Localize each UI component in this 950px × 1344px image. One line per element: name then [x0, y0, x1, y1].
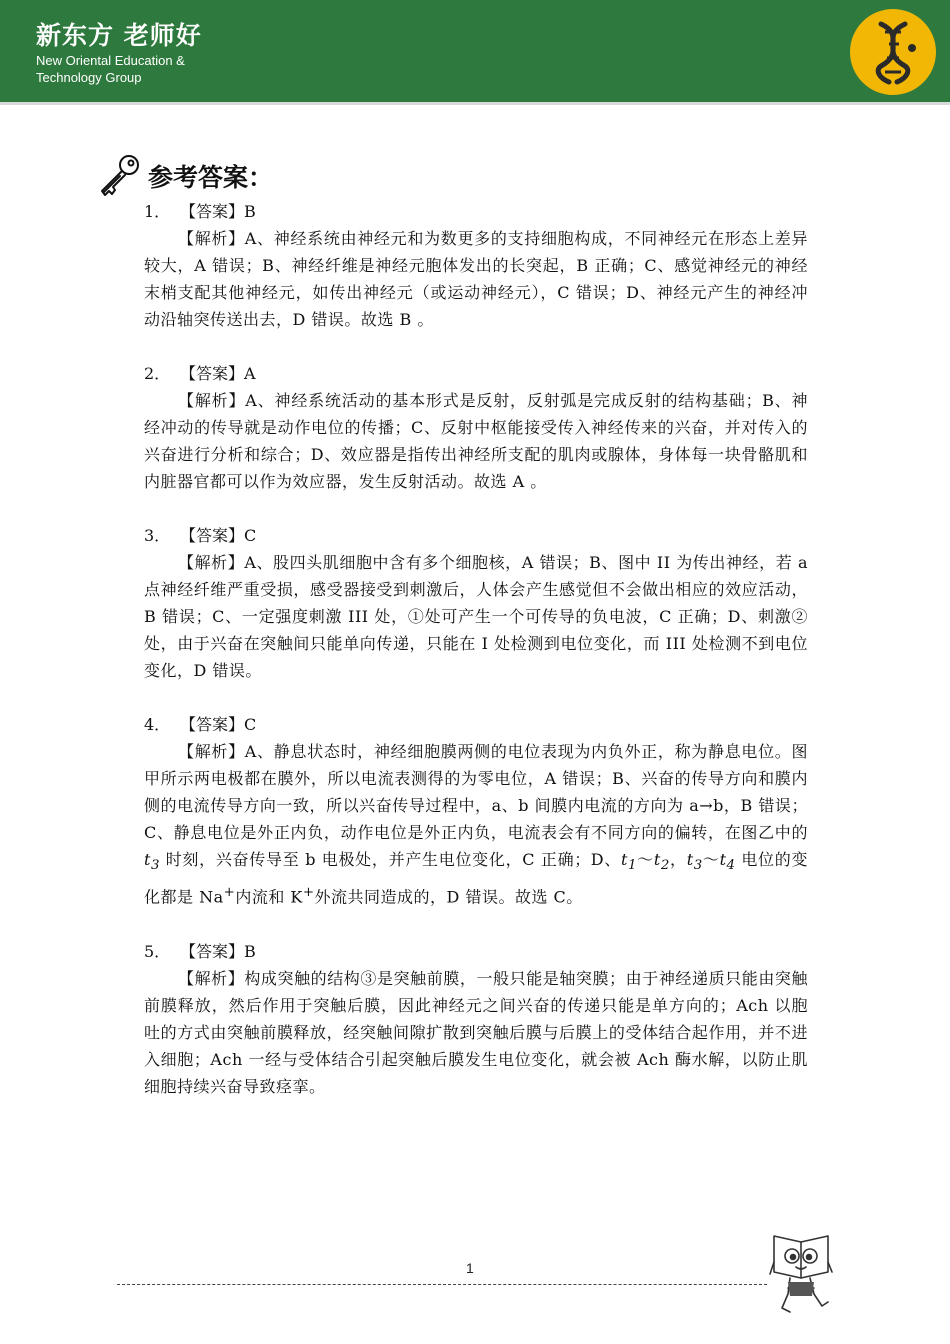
ion-charge: + — [223, 885, 236, 901]
question-number: 1． — [144, 202, 171, 221]
answer-line — [144, 938, 808, 965]
footer-divider — [117, 1284, 767, 1285]
answer-line — [144, 198, 808, 225]
time-variable-subscript: 1 — [627, 858, 637, 874]
question-number: 2． — [144, 364, 171, 383]
explanation-text: 电位的变化都是 Na — [144, 850, 808, 907]
time-variable-letter: t — [686, 850, 694, 869]
question-item — [144, 360, 808, 495]
question-item — [144, 198, 808, 333]
time-variable-letter: t — [144, 850, 151, 869]
explanation-text: 【解析】A、静息状态时，神经细胞膜两侧的电位表现为内负外正，称为静息电位。图甲所示两电极都在膜外，所以电流表测得的为零电位，A 错误；B、兴奋的传导方向和膜内侧的电流传导方向一致，所以兴奋传导过程中，a、b 间膜内电流的方向为 a→b，B 错误；C、静息电位是外正内负，动作电位是外正内负，电流表会有不同方向的偏转，在图乙中的 — [144, 742, 808, 842]
dna-icon — [849, 8, 937, 96]
answer-key: 【答案】C — [180, 715, 257, 734]
question-item — [144, 522, 808, 684]
time-variable-subscript: 3 — [693, 858, 703, 874]
brand-en-line1: New Oriental Education & — [36, 53, 185, 68]
page-header — [0, 0, 950, 105]
brand-name-en — [36, 52, 185, 86]
brand-name-cn: 新东方 老师好 — [36, 21, 202, 50]
answer-key: 【答案】B — [180, 202, 256, 221]
section-title: 参考答案： — [148, 163, 274, 192]
question-item — [144, 711, 808, 911]
time-variable — [719, 850, 736, 874]
explanation: 【解析】A、股四头肌细胞中含有多个细胞核，A 错误；B、图中 II 为传出神经，若 a 点神经纤维严重受损，感受器接受到刺激后，人体会产生感觉但不会做出相应的效应活动，B 错误；C、一定强度刺激 III 处，①处可产生一个可传导的负电波，C 正确；D、刺激②处，由于兴奋在突触间只能单向传递，只能在 I 处检测到电位变化，而 III 处检测不到电位变化，D 错误。 — [144, 553, 808, 680]
question-number: 5． — [144, 941, 171, 961]
answer-key: 【答案】A — [180, 364, 256, 383]
answer-list — [144, 198, 808, 1127]
brand-en-line2: Technology Group — [36, 70, 142, 85]
answer-line — [144, 360, 808, 387]
explanation-text: ～ — [636, 850, 654, 869]
explanation: 【解析】A、神经系统由神经元和为数更多的支持细胞构成，不同神经元在形态上差异较大，A 错误；B、神经纤维是神经元胞体发出的长突起，B 正确；C、感觉神经元的神经末梢支配其他神经元，如传出神经元（或运动神经元），C 错误；D、神经元产生的神经冲动沿轴突传送出去，D 错误。故选 B 。 — [144, 229, 808, 329]
question-item — [144, 938, 808, 1100]
page-number: 1 — [466, 1260, 474, 1276]
answer-key: 【答案】B — [180, 941, 256, 961]
question-number: 3． — [144, 526, 171, 545]
explanation: 【解析】构成突触的结构③是突触前膜，一般只能是轴突膜；由于神经递质只能由突触前膜释放，然后作用于突触后膜，因此神经元之间兴奋的传递只能是单方向的；Ach 以胞吐的方式由突触前膜释放，经突触间隙扩散到突触后膜与后膜上的受体结合起作用，并不进入细胞；Ach 一经与受体结合引起突触后膜发生电位变化，就会被 Ach 酶水解，以防止肌细胞持续兴奋导致痉挛。 — [144, 968, 808, 1096]
time-variable-subscript: 4 — [726, 858, 736, 874]
question-number: 4． — [144, 715, 171, 734]
explanation — [144, 738, 808, 911]
time-variable — [144, 850, 160, 874]
ion-charge: + — [302, 885, 315, 901]
answer-key: 【答案】C — [180, 526, 257, 545]
explanation-text: 内流和 K — [235, 887, 303, 907]
answer-line — [144, 711, 808, 738]
time-variable — [686, 850, 703, 874]
key-icon — [96, 152, 144, 200]
answer-line — [144, 522, 808, 549]
time-variable-subscript: 2 — [660, 858, 670, 874]
time-variable — [621, 850, 637, 874]
explanation-text: 外流共同造成的，D 错误。故选 C。 — [314, 887, 583, 907]
time-variable-letter: t — [653, 850, 661, 869]
explanation-text: ， — [669, 850, 687, 869]
explanation-text: ～ — [702, 850, 720, 869]
reading-mascot-icon — [768, 1232, 834, 1316]
time-variable-letter: t — [719, 850, 727, 869]
time-variable-subscript: 3 — [150, 858, 160, 874]
explanation-text: 时刻，兴奋传导至 b 电极处，并产生电位变化，C 正确；D、 — [159, 850, 622, 869]
time-variable — [653, 850, 670, 874]
time-variable-letter: t — [621, 850, 628, 869]
explanation: 【解析】A、神经系统活动的基本形式是反射，反射弧是完成反射的结构基础；B、神经冲动的传导就是动作电位的传播；C、反射中枢能接受传入神经传来的兴奋，并对传入的兴奋进行分析和综合；D、效应器是指传出神经所支配的肌肉或腺体，身体每一块骨骼肌和内脏器官都可以作为效应器，发生反射活动。故选 A 。 — [144, 391, 808, 491]
